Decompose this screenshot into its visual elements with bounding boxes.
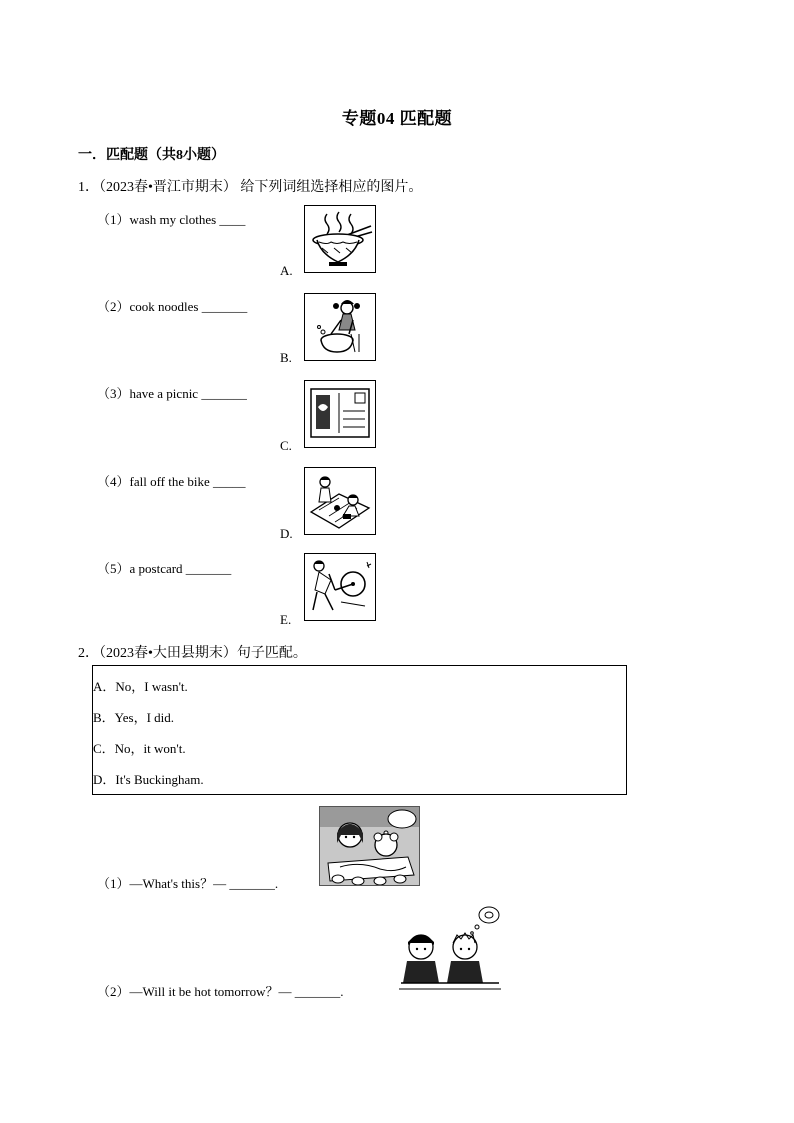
- q2-item-1: （1）—What's this？— _______.: [97, 876, 279, 891]
- q1-item-5: （5）a postcard _______: [97, 561, 232, 576]
- option-a: A．No，I wasn't.: [93, 679, 188, 694]
- option-d: D．It's Buckingham.: [93, 772, 204, 787]
- q1-item-3: （3）have a picnic _______: [97, 386, 247, 401]
- map-reading-image: [319, 806, 420, 886]
- section-heading: 一．匹配题（共8小题）: [78, 148, 225, 163]
- option-a-label: A.: [280, 263, 293, 278]
- option-c-label: C.: [280, 438, 292, 453]
- question-2-stem: 2．（2023春•大田县期末）句子匹配。: [78, 646, 307, 661]
- washing-clothes-image: [304, 293, 376, 361]
- option-b-label: B.: [280, 350, 292, 365]
- option-c: C．No，it won't.: [93, 741, 186, 756]
- question-1-stem: 1．（2023春•晋江市期末） 给下列词组选择相应的图片。: [78, 180, 423, 195]
- postcard-image: [304, 380, 376, 448]
- noodle-bowl-image: [304, 205, 376, 273]
- picnic-image: [304, 467, 376, 535]
- page-title: 专题04 匹配题: [341, 109, 453, 128]
- option-b: B．Yes，I did.: [93, 710, 175, 725]
- option-d-label: D.: [280, 526, 293, 541]
- option-e-label: E.: [280, 612, 292, 627]
- fall-off-bike-image: [304, 553, 376, 621]
- q1-item-2: （2）cook noodles _______: [97, 299, 248, 314]
- q2-item-2: （2）—Will it be hot tomorrow？— _______.: [97, 984, 344, 999]
- q1-item-4: （4）fall off the bike _____: [97, 474, 246, 489]
- two-boys-thinking-image: [399, 903, 501, 991]
- q1-item-1: （1）wash my clothes ____: [97, 212, 246, 227]
- options-box: [92, 665, 627, 795]
